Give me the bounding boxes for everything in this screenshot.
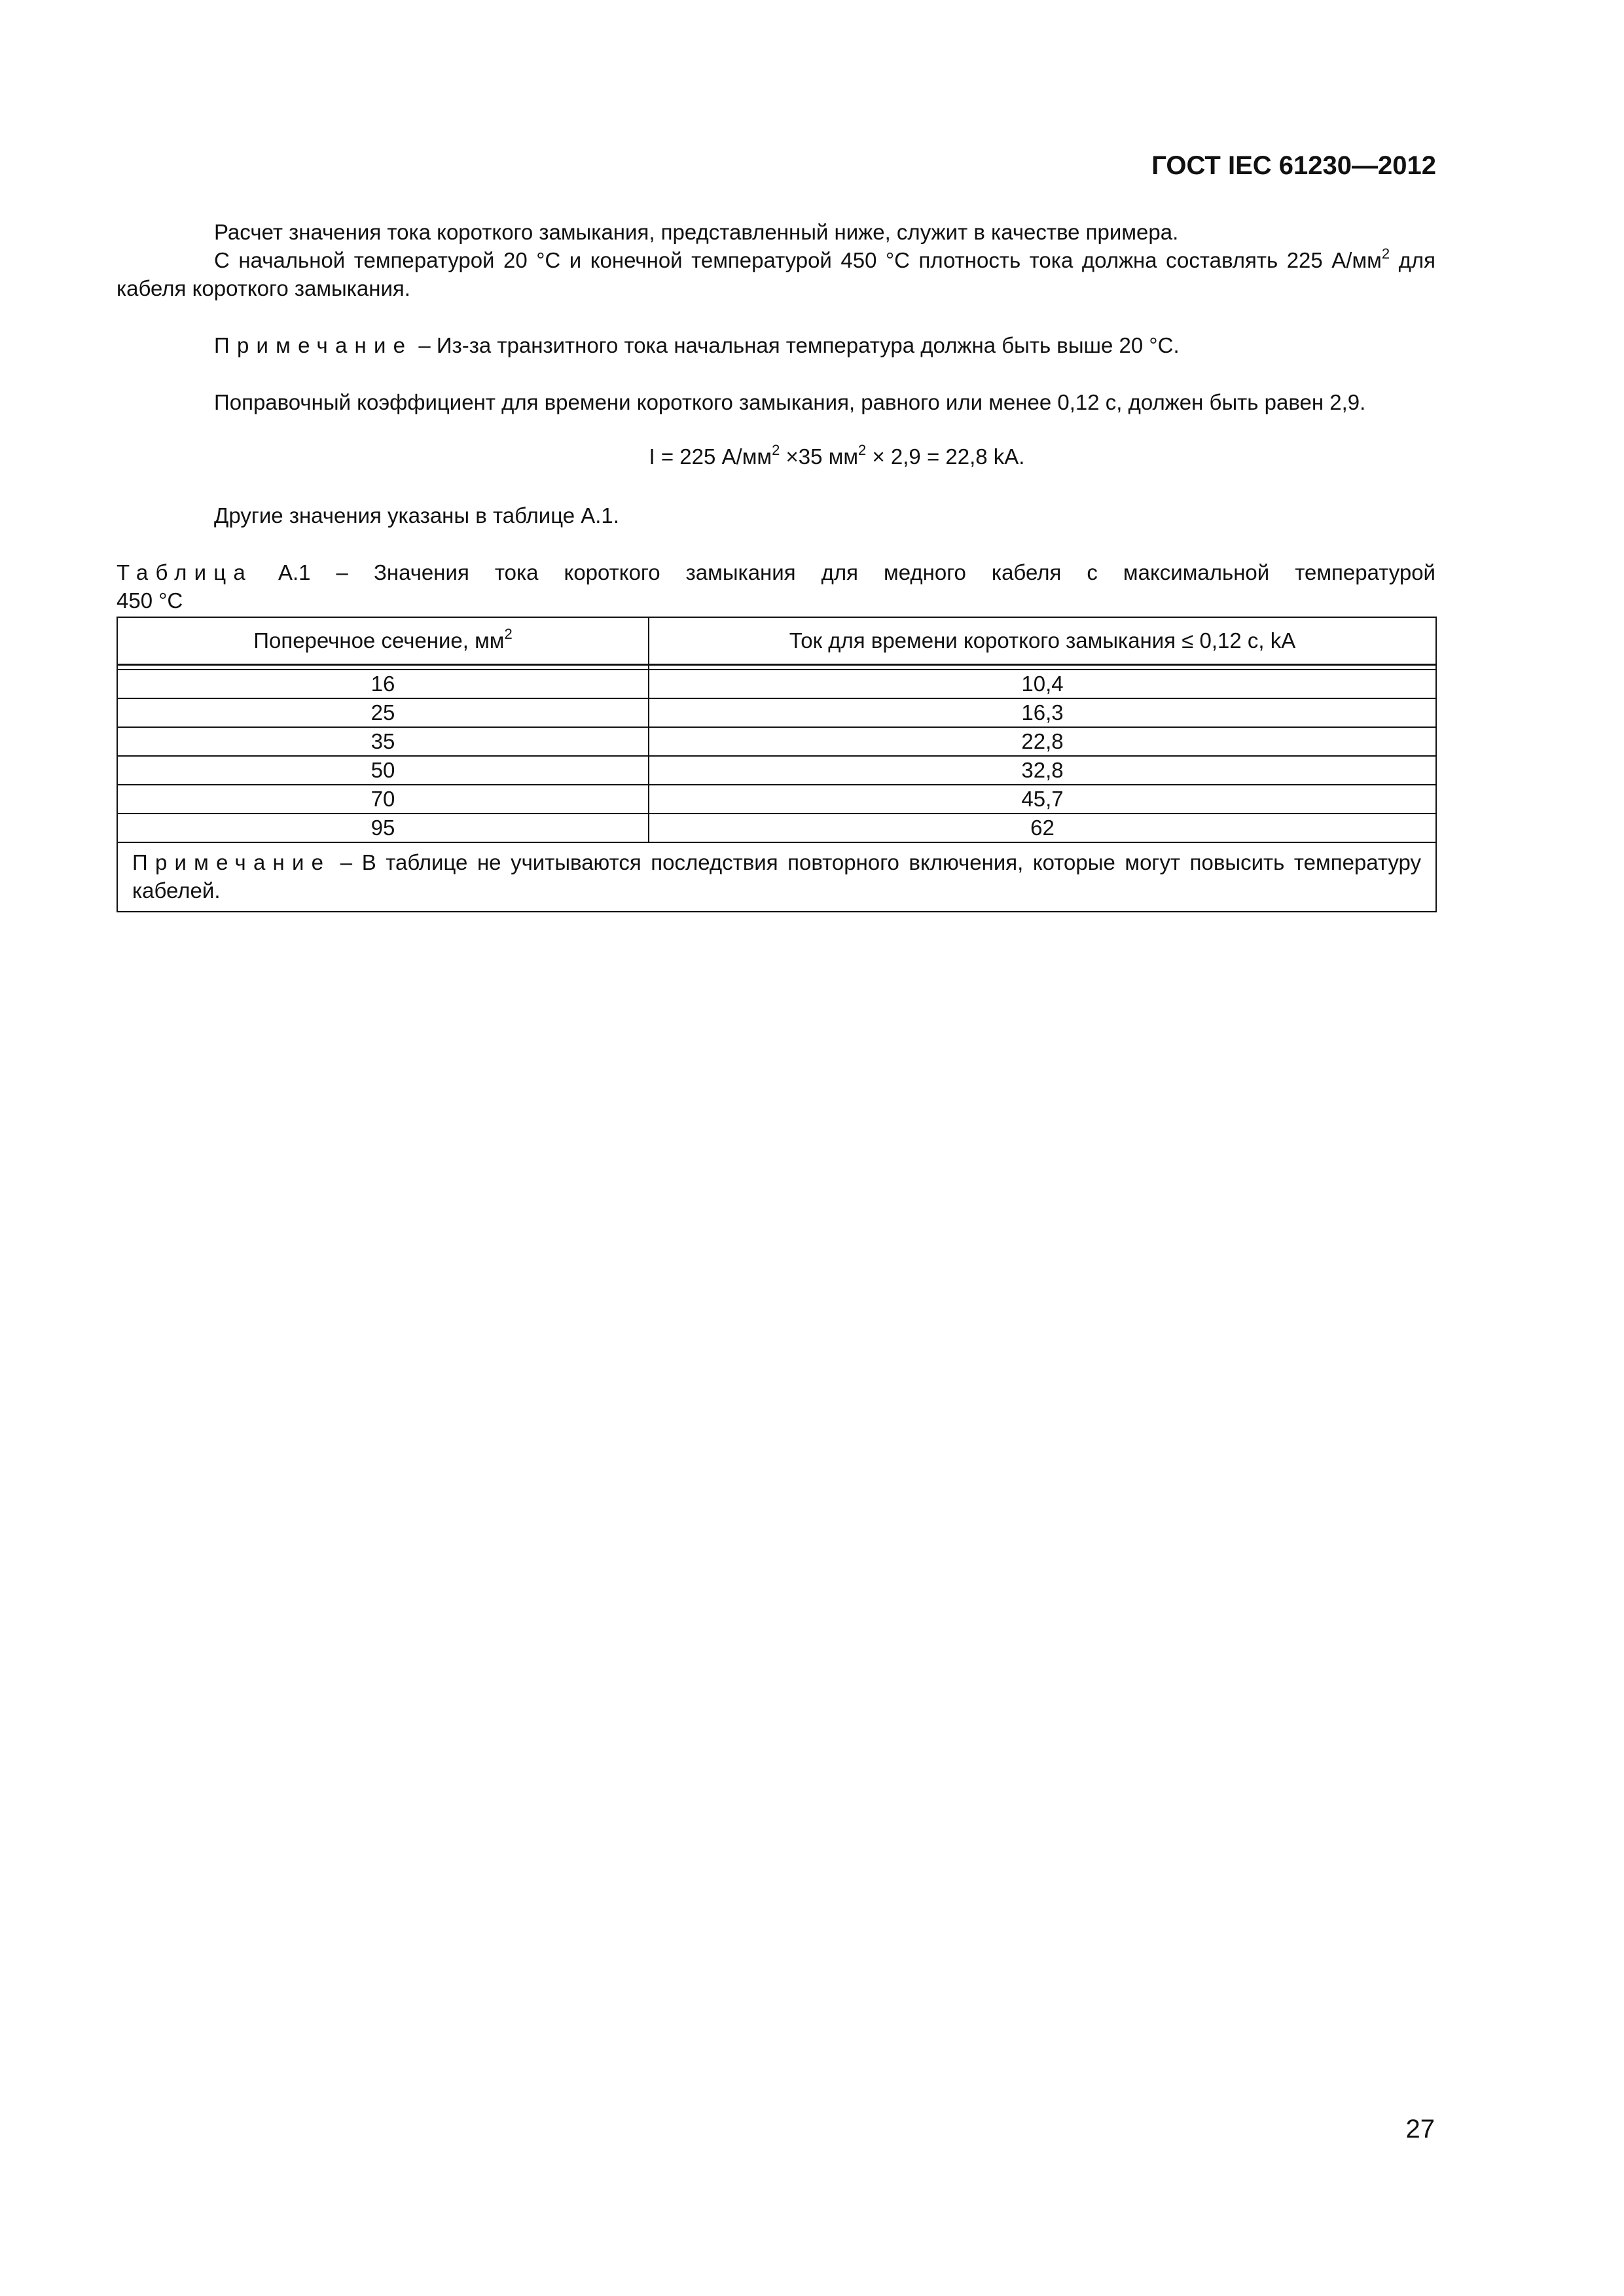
cell-current: 32,8 bbox=[649, 756, 1436, 785]
table-title-line-1 bbox=[117, 558, 1435, 586]
cell-section: 25 bbox=[117, 698, 649, 727]
formula-part-2: ×35 мм bbox=[780, 444, 859, 469]
cell-current: 45,7 bbox=[649, 785, 1436, 814]
cell-section: 70 bbox=[117, 785, 649, 814]
cell-current: 16,3 bbox=[649, 698, 1436, 727]
unit-superscript: 2 bbox=[1381, 245, 1390, 262]
formula-part-1: I = 225 А/мм bbox=[649, 444, 772, 469]
short-circuit-formula bbox=[0, 442, 1624, 471]
formula-part-3: × 2,9 = 22,8 kA. bbox=[866, 444, 1025, 469]
table-row bbox=[117, 756, 1436, 785]
table-title-line-2: 450 °С bbox=[117, 588, 183, 613]
table-row bbox=[117, 785, 1436, 814]
correction-factor-text: Поправочный коэффициент для времени короткого замыкания, равного или менее 0,12 с, должен быть равен 2,9. bbox=[214, 390, 1366, 414]
page-number: 27 bbox=[1405, 2115, 1435, 2144]
header-separator bbox=[117, 665, 1436, 670]
table-note-label: Примечание bbox=[132, 850, 331, 874]
current-density-text: С начальной температурой 20 °С и конечной температурой 450 °С плотность тока должна составлять 225 А/мм bbox=[214, 248, 1382, 272]
paragraph-current-density bbox=[117, 246, 1435, 302]
cell-section: 16 bbox=[117, 670, 649, 698]
note-label: Примечание bbox=[214, 333, 413, 357]
cell-section: 95 bbox=[117, 814, 649, 842]
current-density-text-end: для кабеля короткого замыкания. bbox=[117, 248, 1435, 300]
short-circuit-current-table bbox=[117, 617, 1437, 912]
table-title bbox=[117, 558, 1435, 615]
formula-sup-2: 2 bbox=[858, 442, 867, 458]
table-note-text: – В таблице не учитываются последствия повторного включения, которые могут повысить температуру кабелей. bbox=[132, 850, 1421, 903]
table-header-row bbox=[117, 617, 1436, 665]
note-text: – Из-за транзитного тока начальная температура должна быть выше 20 °С. bbox=[412, 333, 1180, 357]
column-header-section bbox=[117, 617, 649, 665]
table-title-label: Таблица bbox=[117, 560, 253, 584]
column-header-section-sup: 2 bbox=[504, 626, 513, 642]
paragraph-example-intro-text: Расчет значения тока короткого замыкания, представленный ниже, служит в качестве примера. bbox=[214, 220, 1179, 244]
column-header-current: Ток для времени короткого замыкания ≤ 0,12 с, kA bbox=[649, 617, 1436, 665]
cell-current: 62 bbox=[649, 814, 1436, 842]
column-header-section-text: Поперечное сечение, мм bbox=[253, 628, 505, 653]
table-reference-text: Другие значения указаны в таблице А.1. bbox=[214, 503, 619, 528]
table-row bbox=[117, 670, 1436, 698]
formula-sup-1: 2 bbox=[772, 442, 780, 458]
cell-current: 10,4 bbox=[649, 670, 1436, 698]
table-row bbox=[117, 727, 1436, 756]
paragraph-example-intro bbox=[117, 218, 1435, 246]
paragraph-correction-factor bbox=[117, 388, 1435, 416]
document-code: ГОСТ IEC 61230—2012 bbox=[1151, 151, 1436, 180]
cell-section: 35 bbox=[117, 727, 649, 756]
table-note bbox=[117, 842, 1436, 912]
table-row bbox=[117, 698, 1436, 727]
cell-section: 50 bbox=[117, 756, 649, 785]
paragraph-table-reference bbox=[117, 501, 1435, 529]
note-transient-current bbox=[117, 331, 1435, 359]
table-note-row bbox=[117, 842, 1436, 912]
table-title-text: А.1 – Значения тока короткого замыкания для медного кабеля с максимальной температурой bbox=[252, 560, 1435, 584]
cell-current: 22,8 bbox=[649, 727, 1436, 756]
table-row bbox=[117, 814, 1436, 842]
